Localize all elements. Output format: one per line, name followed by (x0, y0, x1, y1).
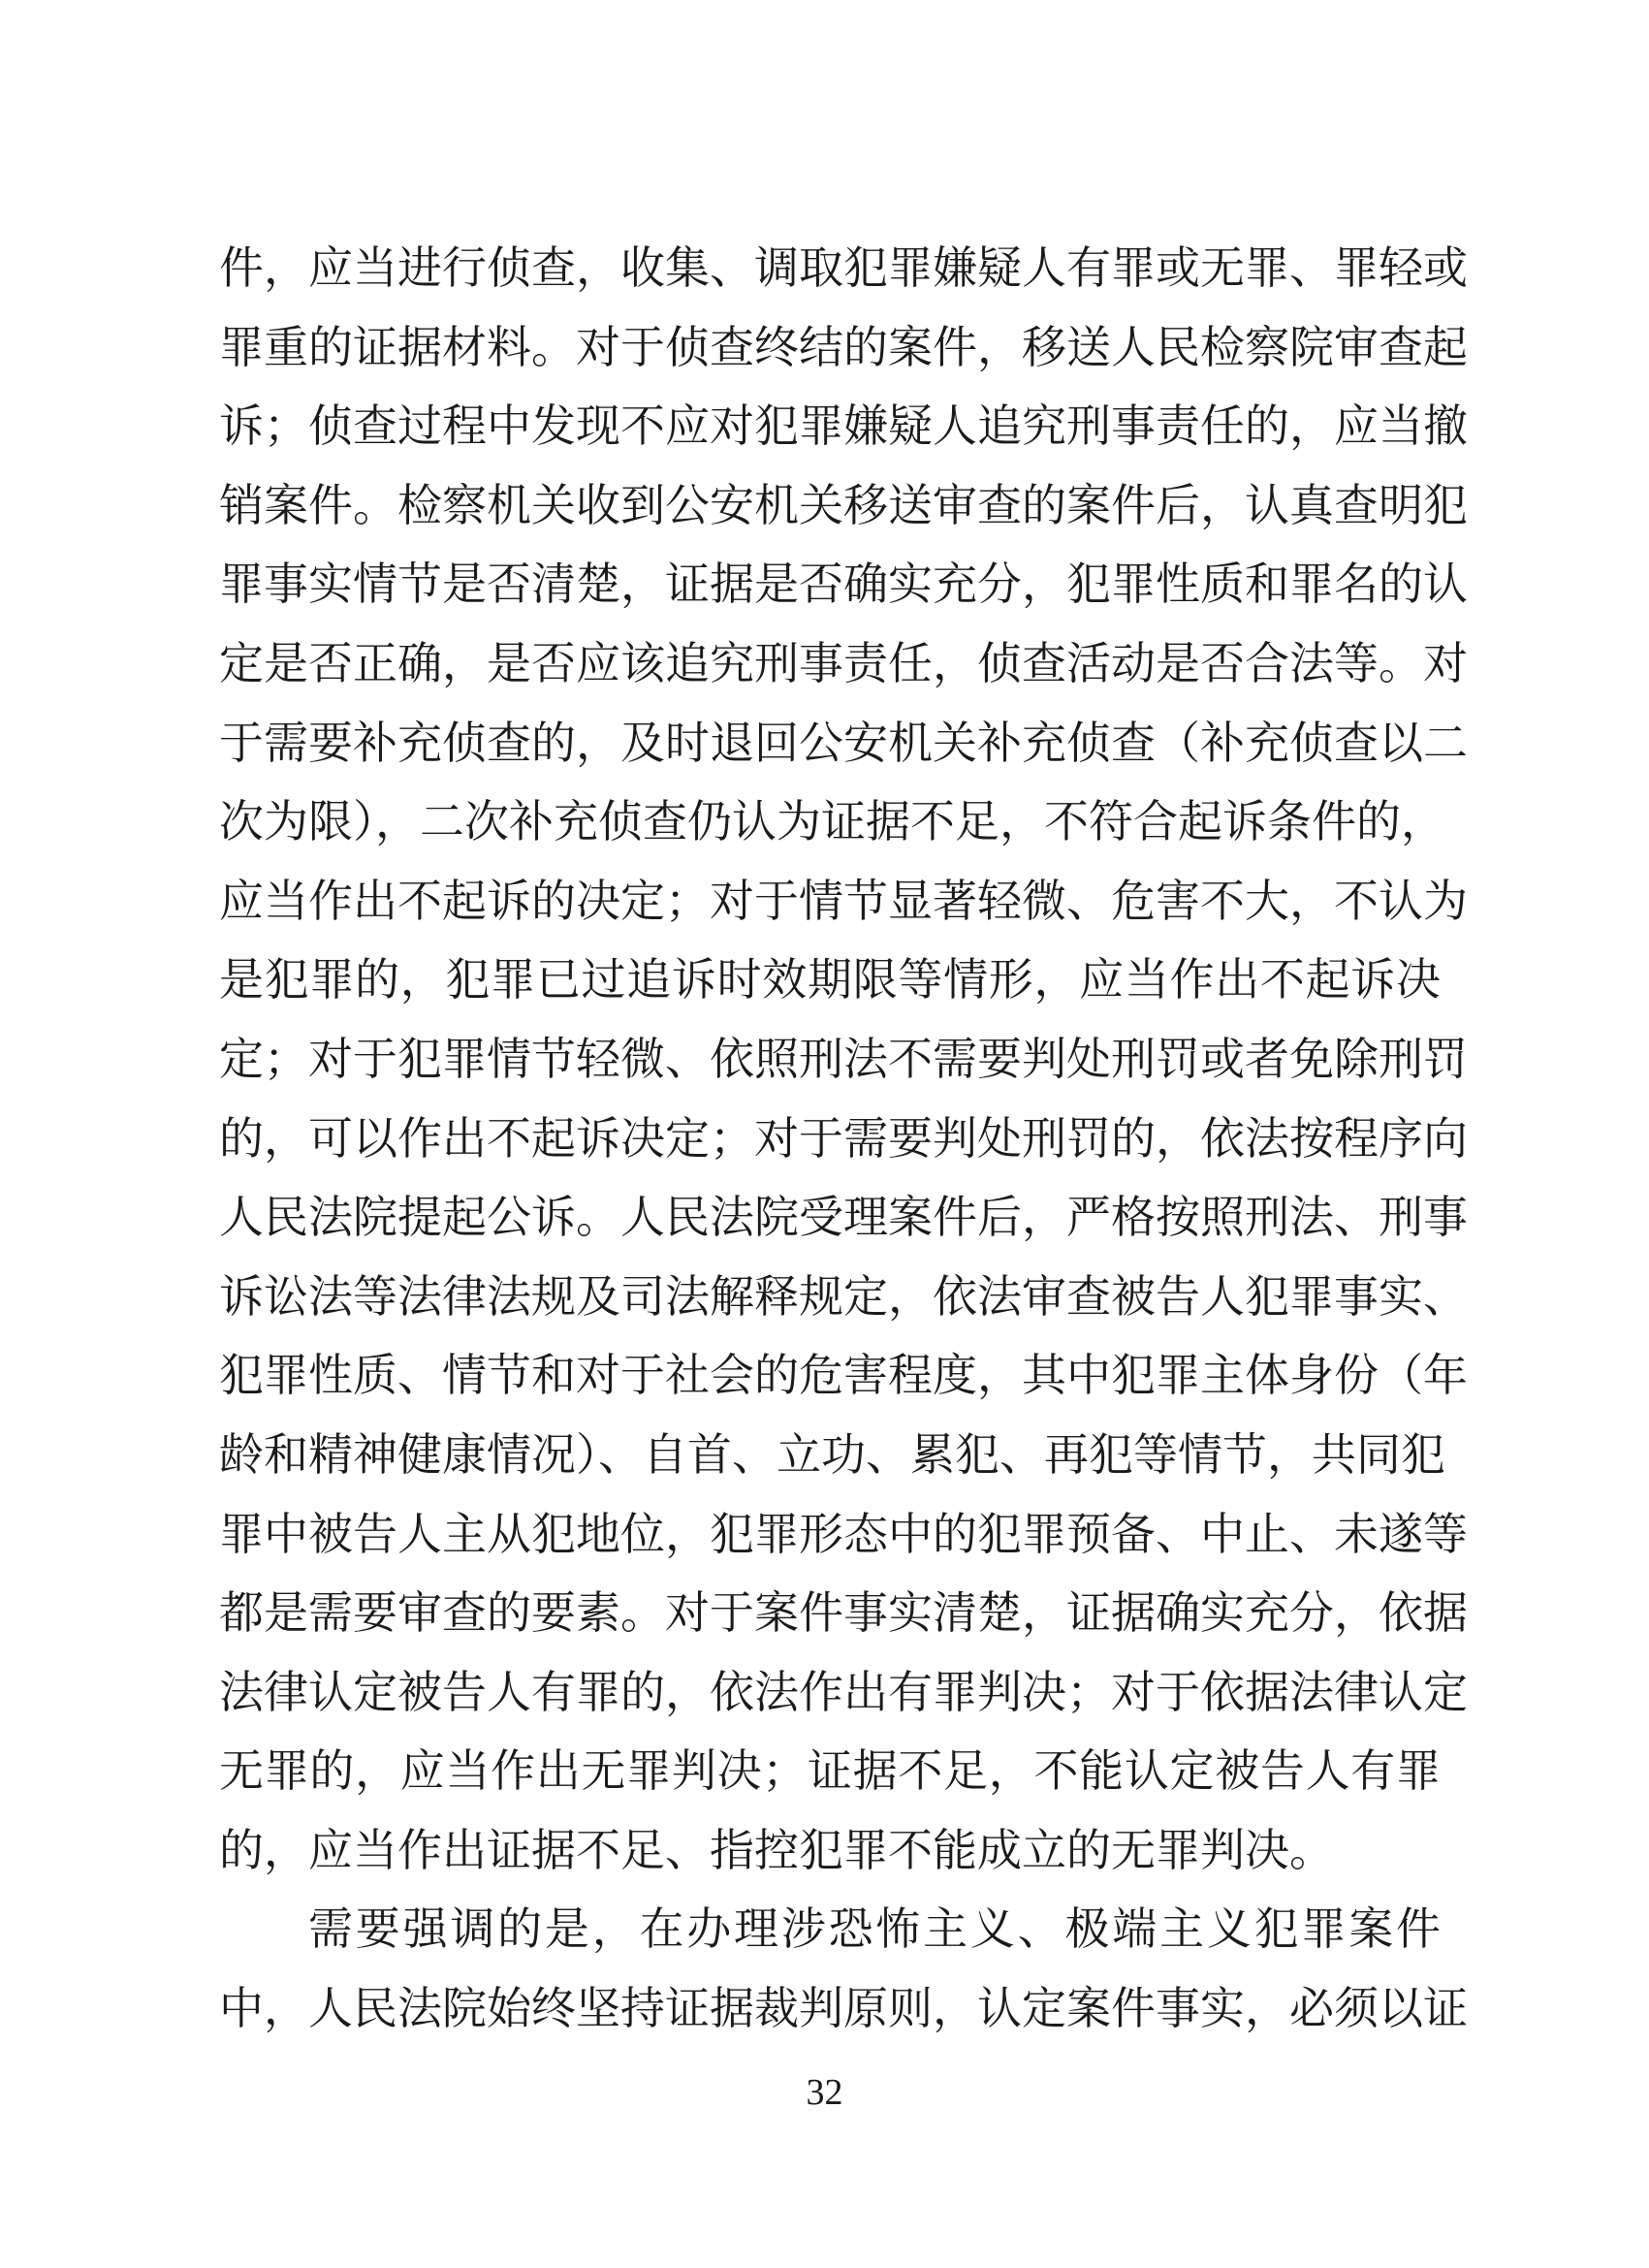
text-line: 的，应当作出证据不足、指控犯罪不能成立的无罪判决。 (219, 1823, 1334, 1876)
text-line: 都是需要审查的要素。对于案件事实清楚，证据确实充分，依据 (219, 1586, 1468, 1640)
text-line: 需要强调的是，在办理涉恐怖主义、极端主义犯罪案件 (308, 1902, 1441, 1956)
text-line: 法律认定被告人有罪的，依法作出有罪判决；对于依据法律认定 (219, 1665, 1468, 1718)
text-line: 诉讼法等法律法规及司法解释规定，依法审查被告人犯罪事实、 (219, 1269, 1468, 1323)
text-line: 犯罪性质、情节和对于社会的危害程度，其中犯罪主体身份（年 (219, 1349, 1468, 1402)
text-line: 人民法院提起公诉。人民法院受理案件后，严格按照刑法、刑事 (219, 1191, 1468, 1244)
text-line: 应当作出不起诉的决定；对于情节显著轻微、危害不大，不认为 (219, 874, 1468, 927)
text-line: 诉；侦查过程中发现不应对犯罪嫌疑人追究刑事责任的，应当撤 (219, 399, 1468, 453)
paragraph-1 (219, 229, 1468, 1890)
page-number: 32 (806, 2072, 843, 2113)
text-line: 中，人民法院始终坚持证据裁判原则，认定案件事实，必须以证 (219, 1982, 1468, 2035)
text-line: 龄和精神健康情况）、自首、立功、累犯、再犯等情节，共同犯 (219, 1427, 1445, 1481)
text-line: 于需要补充侦查的，及时退回公安机关补充侦查（补充侦查以二 (219, 716, 1468, 769)
text-line: 罪重的证据材料。对于侦查终结的案件，移送人民检察院审查起 (219, 320, 1468, 373)
text-line: 销案件。检察机关收到公安机关移送审查的案件后，认真查明犯 (219, 478, 1468, 531)
text-line: 罪事实情节是否清楚，证据是否确实充分，犯罪性质和罪名的认 (219, 558, 1468, 611)
text-line: 定是否正确，是否应该追究刑事责任，侦查活动是否合法等。对 (219, 636, 1468, 689)
text-line: 无罪的，应当作出无罪判决；证据不足，不能认定被告人有罪 (219, 1744, 1441, 1798)
text-line: 件，应当进行侦查，收集、调取犯罪嫌疑人有罪或无罪、罪轻或 (219, 241, 1468, 294)
body-text (219, 229, 1468, 2049)
paragraph-2 (219, 1890, 1468, 2048)
text-line: 罪中被告人主从犯地位，犯罪形态中的犯罪预备、中止、未遂等 (219, 1507, 1468, 1560)
text-line: 次为限），二次补充侦查仍认为证据不足，不符合起诉条件的， (219, 795, 1445, 848)
text-line: 的，可以作出不起诉决定；对于需要判处刑罚的，依法按程序向 (219, 1111, 1468, 1165)
text-line: 是犯罪的，犯罪已过追诉时效期限等情形，应当作出不起诉决 (219, 953, 1441, 1006)
text-line: 定；对于犯罪情节轻微、依照刑法不需要判处刑罚或者免除刑罚 (219, 1032, 1468, 1085)
